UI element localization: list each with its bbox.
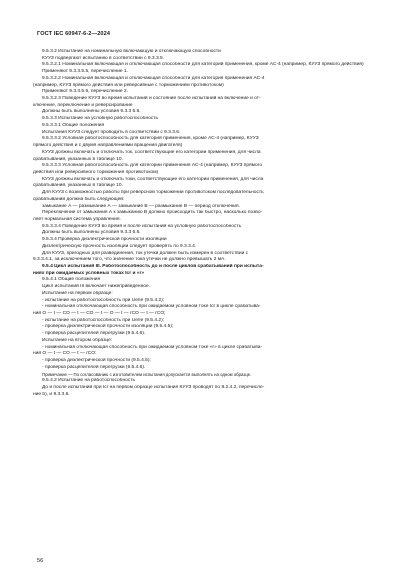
text-line: КУУЗ должны включать и отключать токи, соответствующие его категории применения, для числа (42, 176, 264, 182)
text-line: Испытания КУУЗ следует проводить в соответствии с 9.3.3.6. (42, 129, 181, 135)
text-line: 9.5.3.2 Испытание на номинальную включающую и отключающую способности (42, 49, 221, 54)
text-line: Применяют 9.3.3.5.5, перечисление 1. (42, 69, 129, 75)
text-line: ключение, переключение и реверсирование (33, 102, 133, 108)
text-line: ний О — t — СО — t — СО — t — О — t — rCO — t — rCO; (33, 311, 166, 317)
text-line: (например, КУУЗ прямого действия или реверсивные с торможением противотоком) (33, 82, 224, 88)
text-line: ние b), и 9.3.3.6. (33, 391, 70, 397)
text-line: КУУЗ подвергают испытанию в соответствии с 9.3.3.5. (42, 55, 165, 61)
text-line: До и после испытаний при Icr на первом образце испытания КУУЗ проводят по 8.2.4.2, перечисле- (42, 384, 265, 390)
text-line: 9.5.3.2.2 Номинальная включающая и отключающая способности для категория применения АС-4 (42, 75, 265, 81)
text-line: - испытание на работоспособность при Ue/Ie (9.5.4.2); (42, 297, 165, 303)
text-line: 9.5.3.3 Испытание на условную работоспособность (42, 116, 158, 122)
text-line: Применяют 9.3.3.5.5, перечисление 2. (42, 89, 129, 95)
text-line: 9.5.3.3.2 Условная работоспособность для категорий применения, кроме АС-4 (например, КУУЗ (42, 136, 259, 142)
text-line: Испытание на втором образце: (42, 337, 113, 343)
text-line: - проверка расцепителей перегрузки (9.5.4.6). (42, 331, 146, 337)
text-line: Испытание на первом образце: (42, 290, 113, 296)
text-line: 9.5.3.3.1 Общие положения (42, 122, 105, 128)
text-line: Для КУУЗ с возможностью работы при реверсном торможении противотоком последовательность (42, 190, 264, 196)
text-line: Должны быть выполнены условия 9.3.3 5.6. (42, 109, 141, 115)
page-number: 56 (37, 558, 44, 564)
text-line: 9.5.3.3.3 Условная работоспособность для категории применения АС-4 (например, КУУЗ прямого (42, 163, 263, 169)
text-line: срабатываний, указанных в таблице 10. (33, 183, 123, 189)
text-line: замыкание А — размыкание А — замыкание В — размыкание В — период отключения. (42, 203, 240, 209)
document-body (33, 49, 381, 398)
document-header: ГОСТ IEC 60947-6-2—2024 (37, 31, 111, 37)
text-line: - номинальная отключающая способность при ожидаемом условном токе «r» в цикле срабатыва- (42, 344, 263, 350)
text-line: 9.3.3.4.1, за исключением того, что значение тока утечки не должно превышать 2 мА. (33, 257, 226, 263)
text-line: 9.5.3.3.4 Поведение КУУЗ во время и после испытаний на условную работоспособность (42, 223, 242, 229)
text-line: ниях при ожидаемых условных токах Icr и «r» (33, 270, 145, 276)
text-line: Примечание — По согласованию с изготовителем испытания допускается выполнять на одном образце. (42, 371, 252, 377)
text-line: - проверка диэлектрической прочности (9.5.4.5); (42, 358, 151, 364)
text-line: Диэлектрическую прочность изоляции следует проверять по 9.3.3.4. (42, 243, 197, 249)
text-line: прямого действия и с двумя направлениями вращения двигателя) (33, 143, 183, 149)
text-line: КУУЗ должны включать и отключать ток, соответствующие его категории применения, для числа (42, 149, 261, 155)
text-line: - проверка диэлектрической прочности изоляции (9.5.4.5); (42, 324, 174, 330)
text-line: 9.5.4.2 Испытание на работоспособность (42, 378, 135, 384)
text-line: Переключение от замыкания А к замыканию В должно происходить так быстро, насколько позво- (42, 210, 263, 216)
text-line: - номинальная отключающая способность при ожидаемом условном токе Icr в цикле срабатыва- (42, 304, 261, 310)
text-line: ний О — t — СО — t — rCO: (33, 351, 97, 357)
text-line: 9.5.3.2.1 Номинальная включающая и отключающая способности для категорий применения, кроме АС-4 (например, КУУЗ прямого действия) (42, 62, 364, 68)
text-line: 9.5.4.1 Общие положения (42, 277, 101, 283)
text-line: ляет нормальная система управления. (33, 216, 121, 222)
text-line: Должны быть выполнены условия 9.3.3 6.6. (42, 230, 141, 236)
text-line: 9.5.3.4 Проверка диэлектрической прочности изоляции (42, 237, 167, 243)
text-line: срабатываний должна быть следующей: (33, 196, 125, 202)
text-line: действия или реверсивного торможения противотоком) (33, 169, 159, 175)
text-line: - испытание на работоспособность при Ue/Ie (9.5.4.2); (42, 317, 165, 323)
text-line: 9.5.4 Цикл испытаний III. Работоспособность до и после циклов срабатываний при испыта- (42, 264, 264, 269)
text-line: 9.5.3.2.3 Поведение КУУЗ во время испытаний и состояние после испытаний на включение и от- (42, 96, 261, 102)
text-line: - проверка расцепителей перегрузки (9.5.4.6). (42, 364, 146, 370)
text-line: Цикл испытаний III включает нижеприведенное. (42, 284, 150, 290)
text-line: Для КУУЗ, пригодных для развединения, ток утечки должен быть измерен в соответствии с (42, 250, 249, 256)
text-line: срабатываний, указанных в таблице 10. (33, 156, 123, 162)
